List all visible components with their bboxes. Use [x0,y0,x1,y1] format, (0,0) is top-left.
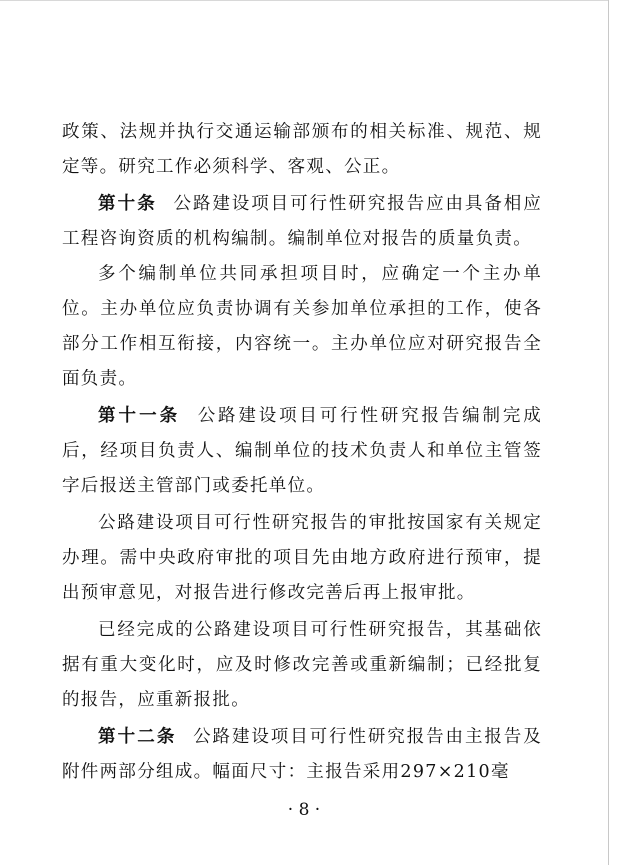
article-10-label: 第十条 [98,194,157,214]
paragraph-multiple-units: 多个编制单位共同承担项目时，应确定一个主办单位。主办单位应负责协调有关参加单位承担的工作，使各部分工作相互衔接，内容统一。主办单位应对研究报告全面负责。 [62,264,542,389]
paragraph-approval: 公路建设项目可行性研究报告的审批按国家有关规定办理。需中央政府审批的项目先由地方政府进行预审，提出预审意见，对报告进行修改完善后再上报审批。 [62,513,542,603]
paragraph-revision: 已经完成的公路建设项目可行性研究报告，其基础依据有重大变化时，应及时修改完善或重新编制；已经批复的报告，应重新报批。 [62,620,542,710]
article-11-text: 公路建设项目可行性研究报告编制完成后，经项目负责人、编制单位的技术负责人和单位主管签字后报送主管部门或委托单位。 [62,406,542,496]
article-11 [62,399,542,504]
article-10-text: 公路建设项目可行性研究报告应由具备相应工程咨询资质的机构编制。编制单位对报告的质量负责。 [62,194,543,249]
article-12-text: 公路建设项目可行性研究报告由主报告及附件两部分组成。幅面尺寸：主报告采用297×210毫 [62,727,543,782]
article-12-label: 第十二条 [98,727,177,747]
page-number: · 8 · [287,800,321,820]
paragraph-continuation: 政策、法规并执行交通运输部颁布的相关标准、规范、规定等。研究工作必须科学、客观、公正。 [62,122,542,177]
article-10 [62,187,542,257]
page-top-edge [0,0,608,1]
page-right-edge [608,0,609,865]
article-11-label: 第十一条 [98,406,181,426]
page-body [62,115,542,790]
article-12 [62,720,542,790]
